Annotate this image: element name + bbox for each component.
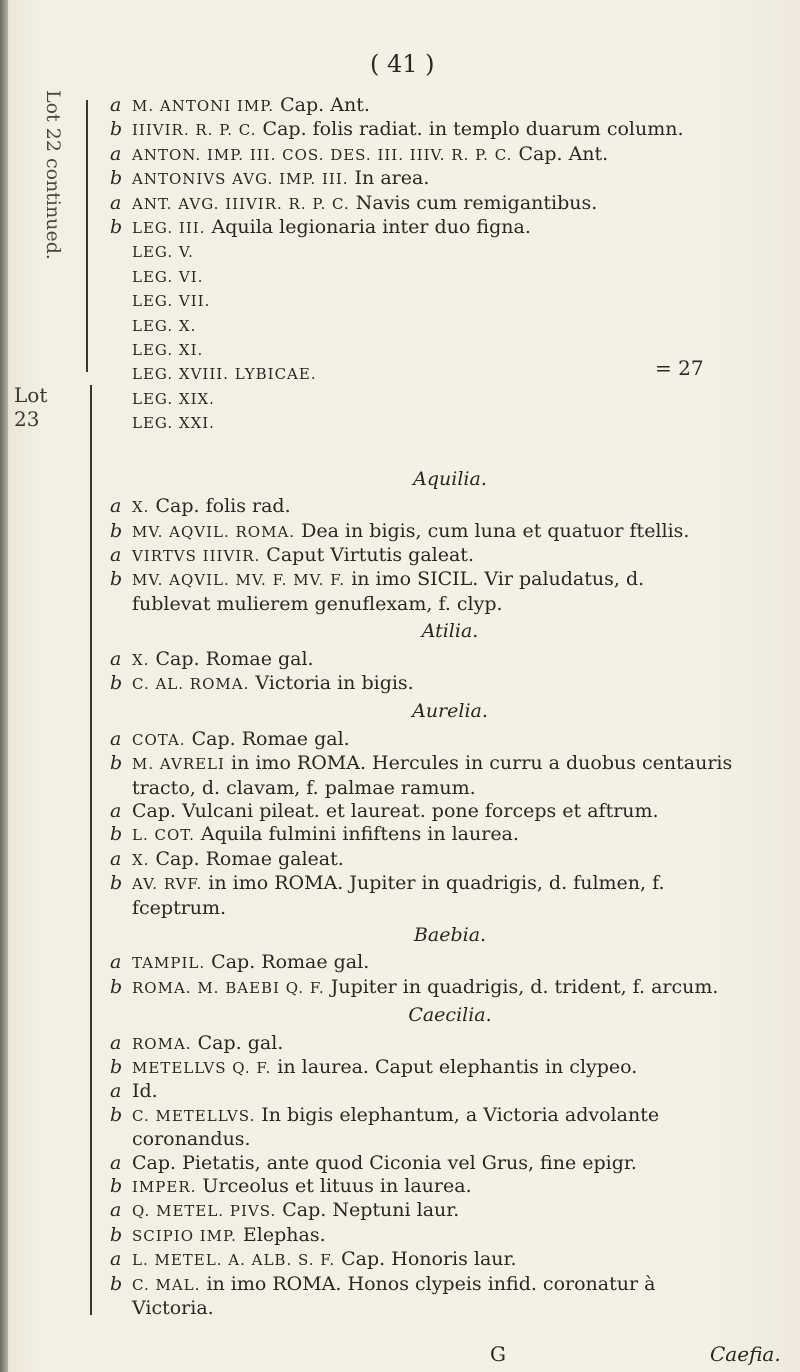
description-text: Victoria. [132, 1297, 214, 1320]
description-text: Victoria in bigis. [249, 671, 414, 694]
side-letter: b [110, 216, 123, 239]
description-text: in imo SICIL. Vir paludatus, d. [345, 568, 645, 591]
legend-inscription: LEG. VII. [132, 292, 211, 311]
side-letter: a [110, 647, 122, 670]
legend-inscription: X. [132, 850, 150, 869]
legend-inscription: LEG. XVIII. LYBICAE. [132, 365, 317, 384]
entry-line [110, 1224, 790, 1248]
description-text: Cap. folis rad. [149, 495, 291, 518]
entry-line [110, 1199, 790, 1223]
description-text: Cap. Pietatis, ante quod Ciconia vel Grus, fine epigr. [132, 1151, 637, 1174]
side-letter: a [110, 1031, 122, 1054]
side-letter: a [110, 142, 122, 165]
description-text: Cap. Vulcani pileat. et laureat. pone forceps et aftrum. [132, 799, 659, 822]
entry-line [110, 167, 790, 191]
description-text: Cap. Romae gal. [185, 727, 350, 750]
side-letter: b [110, 1272, 123, 1295]
side-letter: b [110, 519, 123, 542]
legend-inscription: TAMPIL. [132, 954, 206, 973]
description-text: Cap. Ant. [274, 94, 370, 116]
side-letter: a [110, 1248, 122, 1271]
lot-label [14, 383, 47, 431]
legend-inscription: SCIPIO IMP. [132, 1226, 237, 1245]
catchword: Caefia. [710, 1342, 781, 1366]
entry-line [110, 289, 790, 313]
legend-inscription: ANTON. IMP. III. COS. DES. III. IIIV. R. P. C. [132, 145, 513, 164]
entry-line [110, 777, 790, 800]
count-note: = 27 [655, 356, 704, 380]
description-text: fublevat mulierem genuflexam, f. clyp. [132, 592, 503, 615]
entry-line [110, 94, 790, 118]
entry-line [110, 897, 790, 920]
entry-line [110, 800, 790, 823]
description-text: fceptrum. [132, 896, 227, 919]
legend-inscription: C. METELLVS. [132, 1106, 256, 1125]
description-text: coronandus. [132, 1128, 251, 1151]
description-text: Navis cum remigantibus. [349, 191, 598, 214]
side-letter: a [110, 543, 122, 566]
legend-inscription: ANT. AVG. IIIVIR. R. P. C. [132, 194, 350, 213]
entry-line [110, 1175, 790, 1199]
legend-inscription: ANTONIVS AVG. IMP. III. [132, 170, 349, 189]
side-letter: b [110, 1103, 123, 1126]
lot-number: 23 [14, 407, 40, 431]
side-letter: b [110, 167, 123, 190]
legend-inscription: LEG. V. [132, 243, 194, 262]
entry-line [110, 240, 790, 264]
signature-mark: G [490, 1342, 506, 1366]
description-text: tracto, d. clavam, f. palmae ramum. [132, 776, 476, 799]
catalogue-text [110, 94, 790, 1321]
side-letter: b [110, 752, 123, 775]
bracket-lot-23 [90, 385, 98, 1315]
side-letter: a [110, 1199, 122, 1222]
description-text: Cap. Neptuni laur. [276, 1199, 460, 1222]
entry-line [110, 338, 790, 362]
side-letter: a [110, 495, 122, 518]
entry-line [110, 387, 790, 411]
side-letter: a [110, 191, 122, 214]
family-header: Aurelia. [412, 700, 488, 723]
book-spine [0, 0, 8, 1372]
legend-inscription: LEG. XXI. [132, 414, 215, 433]
legend-inscription: LEG. XI. [132, 341, 204, 360]
legend-inscription: METELLVS Q. F. [132, 1059, 272, 1078]
legend-inscription: LEG. III. [132, 219, 206, 238]
family-header: Atilia. [421, 620, 479, 643]
description-text: in imo ROMA. Hercules in curru a duobus centauris [224, 752, 733, 775]
legend-inscription: L. METEL. A. ALB. S. F. [132, 1251, 336, 1270]
entry-line [110, 314, 790, 338]
entry-line [110, 143, 790, 167]
description-text: In area. [348, 167, 430, 190]
description-text: Dea in bigis, cum luna et quatuor ftellis. [295, 519, 690, 542]
legend-inscription: X. [132, 498, 150, 517]
side-letter: b [110, 671, 123, 694]
family-header: Caecilia. [408, 1004, 492, 1027]
side-letter: b [110, 1056, 123, 1079]
bracket-lot-22 [86, 100, 94, 372]
side-letter: b [110, 568, 123, 591]
legend-inscription: LEG. VI. [132, 267, 204, 286]
legend-inscription: C. AL. ROMA. [132, 674, 250, 693]
legend-inscription: ROMA. [132, 1034, 192, 1053]
entry-line [110, 823, 790, 847]
entry-line [110, 362, 790, 386]
entry-line [110, 1128, 790, 1151]
side-letter: b [110, 1175, 123, 1198]
margin-note [40, 90, 70, 280]
margin-note-text: Lot 22 continued. [42, 90, 64, 260]
entry-line [110, 1032, 790, 1056]
entry-line [110, 520, 790, 544]
legend-inscription: MV. AQVIL. MV. F. MV. F. [132, 571, 346, 590]
side-letter: a [110, 1151, 122, 1174]
side-letter: a [110, 799, 122, 822]
description-text: Cap. Romae gal. [149, 647, 314, 670]
side-letter: a [110, 1080, 122, 1103]
entry-line [110, 976, 790, 1000]
entry-line [110, 265, 790, 289]
entry-line [110, 1273, 790, 1297]
entry-line [110, 672, 790, 696]
family-header: Aquilia. [413, 467, 487, 490]
description-text: Id. [132, 1080, 158, 1103]
entry-line [110, 1297, 790, 1320]
side-letter: a [110, 951, 122, 974]
description-text: Cap. Romae gal. [205, 951, 370, 974]
side-letter: b [110, 118, 123, 141]
side-letter: a [110, 847, 122, 870]
entry-line [110, 1248, 790, 1272]
entry-line [110, 951, 790, 975]
entry-line [110, 495, 790, 519]
page-number: ( 41 ) [370, 50, 435, 78]
legend-inscription: ROMA. M. BAEBI Q. F. [132, 978, 325, 997]
entry-line [110, 411, 790, 435]
entry-line [110, 728, 790, 752]
legend-inscription: IMPER. [132, 1178, 197, 1197]
description-text: Caput Virtutis galeat. [260, 543, 474, 566]
legend-inscription: L. COT. [132, 826, 195, 845]
legend-inscription: VIRTVS IIIVIR. [132, 546, 261, 565]
entry-line [110, 1152, 790, 1175]
description-text: Aquila fulmini infiftens in laurea. [194, 823, 519, 846]
entry-line [110, 192, 790, 216]
legend-inscription: LEG. XIX. [132, 389, 215, 408]
description-text: Jupiter in quadrigis, d. trident, f. arcum. [324, 975, 719, 998]
description-text: in imo ROMA. Jupiter in quadrigis, d. fulmen, f. [202, 872, 665, 895]
description-text: In bigis elephantum, a Victoria advolante [255, 1103, 660, 1126]
entry-line [110, 118, 790, 142]
family-header: Baebia. [413, 924, 487, 946]
entry-line [110, 544, 790, 568]
description-text: in laurea. Caput elephantis in clypeo. [271, 1056, 638, 1079]
description-text: Cap. Ant. [512, 142, 609, 165]
side-letter: b [110, 872, 123, 895]
description-text: Cap. Romae galeat. [149, 847, 344, 870]
entry-line [110, 1104, 790, 1128]
description-text: Cap. folis radiat. in templo duarum column. [256, 118, 684, 141]
legend-inscription: IIIVIR. R. P. C. [132, 121, 257, 140]
entry-line [110, 568, 790, 592]
entry-line [110, 216, 790, 240]
legend-inscription: Q. METEL. PIVS. [132, 1202, 277, 1221]
side-letter: a [110, 727, 122, 750]
entry-line [110, 1080, 790, 1103]
legend-inscription: X. [132, 650, 150, 669]
legend-inscription: C. MAL. [132, 1275, 201, 1294]
legend-inscription: M. ANTONI IMP. [132, 97, 275, 115]
entry-line [110, 1056, 790, 1080]
description-text: Cap. Honoris laur. [335, 1248, 517, 1271]
side-letter: b [110, 975, 123, 998]
description-text: Elephas. [236, 1223, 326, 1246]
entry-line [110, 848, 790, 872]
description-text: Aquila legionaria inter duo figna. [205, 216, 531, 239]
entry-line [110, 752, 790, 776]
legend-inscription: M. AVRELI [132, 755, 225, 774]
description-text: Urceolus et lituus in laurea. [196, 1175, 472, 1198]
legend-inscription: AV. RVF. [132, 875, 203, 894]
side-letter: a [110, 94, 122, 116]
entry-line [110, 648, 790, 672]
side-letter: b [110, 823, 123, 846]
entry-line [110, 593, 790, 616]
legend-inscription: LEG. X. [132, 316, 197, 335]
legend-inscription: COTA. [132, 730, 186, 749]
lot-word: Lot [14, 383, 48, 407]
description-text: in imo ROMA. Honos clypeis infid. coronatur à [200, 1272, 656, 1295]
side-letter: b [110, 1223, 123, 1246]
legend-inscription: MV. AQVIL. ROMA. [132, 522, 296, 541]
description-text: Cap. gal. [191, 1031, 284, 1054]
entry-line [110, 872, 790, 896]
